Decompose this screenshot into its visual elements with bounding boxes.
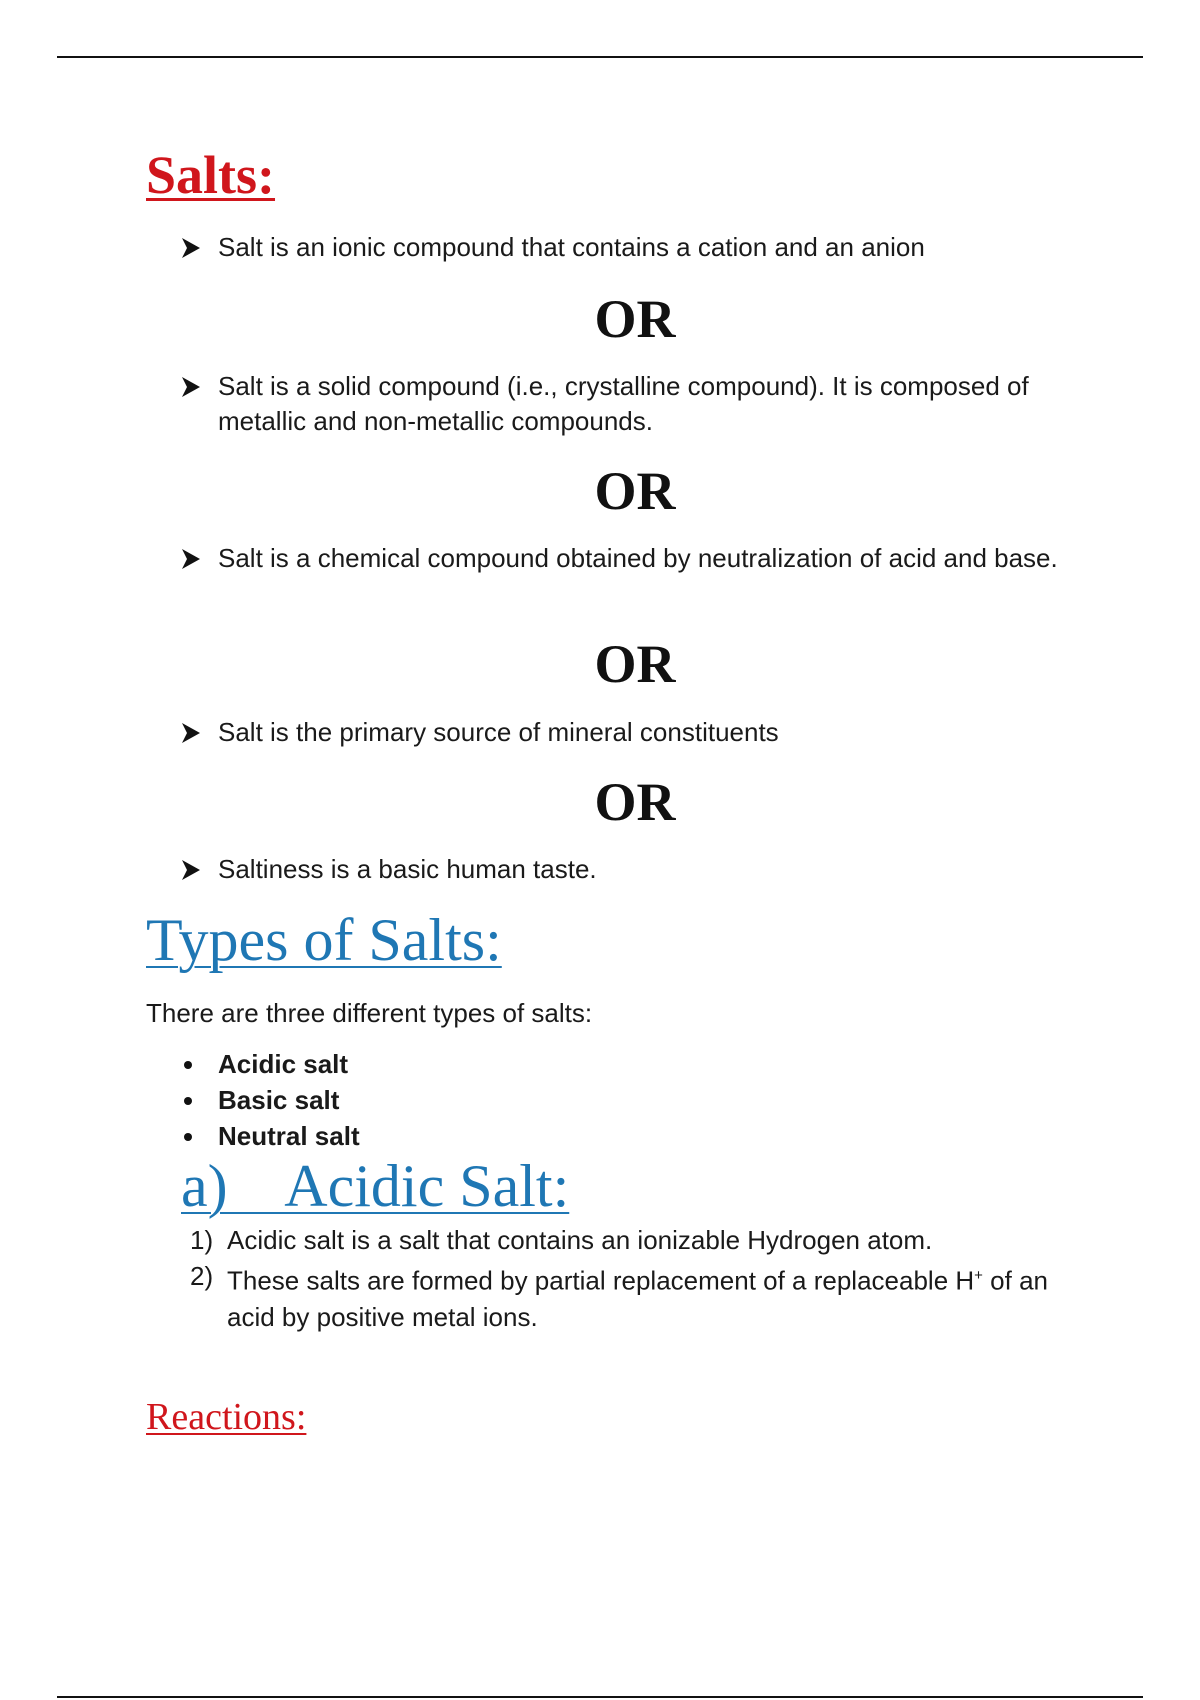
arrowhead-icon: [180, 375, 202, 399]
item-number: 1): [190, 1225, 214, 1255]
definition-item: [180, 541, 1080, 576]
definition-text: Salt is the primary source of mineral constituents: [218, 717, 779, 747]
list-item: [190, 1222, 1090, 1258]
definition-text: Salt is an ionic compound that contains a cation and an anion: [218, 232, 925, 262]
list-item: [180, 1118, 360, 1154]
types-heading: Types of Salts:: [146, 907, 502, 973]
acidic-points-list: [190, 1222, 1090, 1335]
bullet-dot-icon: [184, 1061, 192, 1069]
list-item: [190, 1258, 1090, 1335]
top-rule: [57, 56, 1143, 58]
point-text: Acidic salt is a salt that contains an ionizable Hydrogen atom.: [227, 1225, 933, 1255]
salts-heading: Salts:: [146, 145, 276, 205]
definition-item: [180, 369, 1080, 439]
types-intro: There are three different types of salts:: [146, 998, 593, 1028]
item-number: 2): [190, 1261, 214, 1291]
acidic-salt-heading: a) Acidic Salt:: [181, 1153, 570, 1219]
arrowhead-icon: [180, 721, 202, 745]
type-label: Neutral salt: [218, 1121, 360, 1151]
or-separator: OR: [594, 289, 676, 349]
or-separator: OR: [594, 634, 676, 694]
arrowhead-icon: [180, 858, 202, 882]
definition-item: [180, 852, 1080, 887]
arrowhead-icon: [180, 236, 202, 260]
bullet-dot-icon: [184, 1133, 192, 1141]
definition-text: Saltiness is a basic human taste.: [218, 854, 597, 884]
superscript-plus: +: [974, 1267, 983, 1284]
bullet-dot-icon: [184, 1097, 192, 1105]
or-separator: OR: [594, 461, 676, 521]
type-label: Basic salt: [218, 1085, 340, 1115]
point-text-continued: of an acid by positive metal ions.: [227, 1265, 1048, 1332]
definition-item: [180, 230, 1080, 265]
bottom-rule: [57, 1696, 1143, 1698]
reactions-heading: Reactions:: [146, 1396, 307, 1438]
definition-text: Salt is a solid compound (i.e., crystalline compound). It is composed of metallic and non-metallic compounds.: [218, 371, 1029, 436]
or-separator: OR: [594, 772, 676, 832]
list-item: [180, 1082, 360, 1118]
point-text: These salts are formed by partial replacement of a replaceable H: [227, 1265, 975, 1296]
types-list: [180, 1046, 360, 1154]
definition-item: [180, 715, 1080, 750]
type-label: Acidic salt: [218, 1049, 349, 1079]
definition-text: Salt is a chemical compound obtained by neutralization of acid and base.: [218, 543, 1058, 573]
list-item: [180, 1046, 360, 1082]
arrowhead-icon: [180, 547, 202, 571]
